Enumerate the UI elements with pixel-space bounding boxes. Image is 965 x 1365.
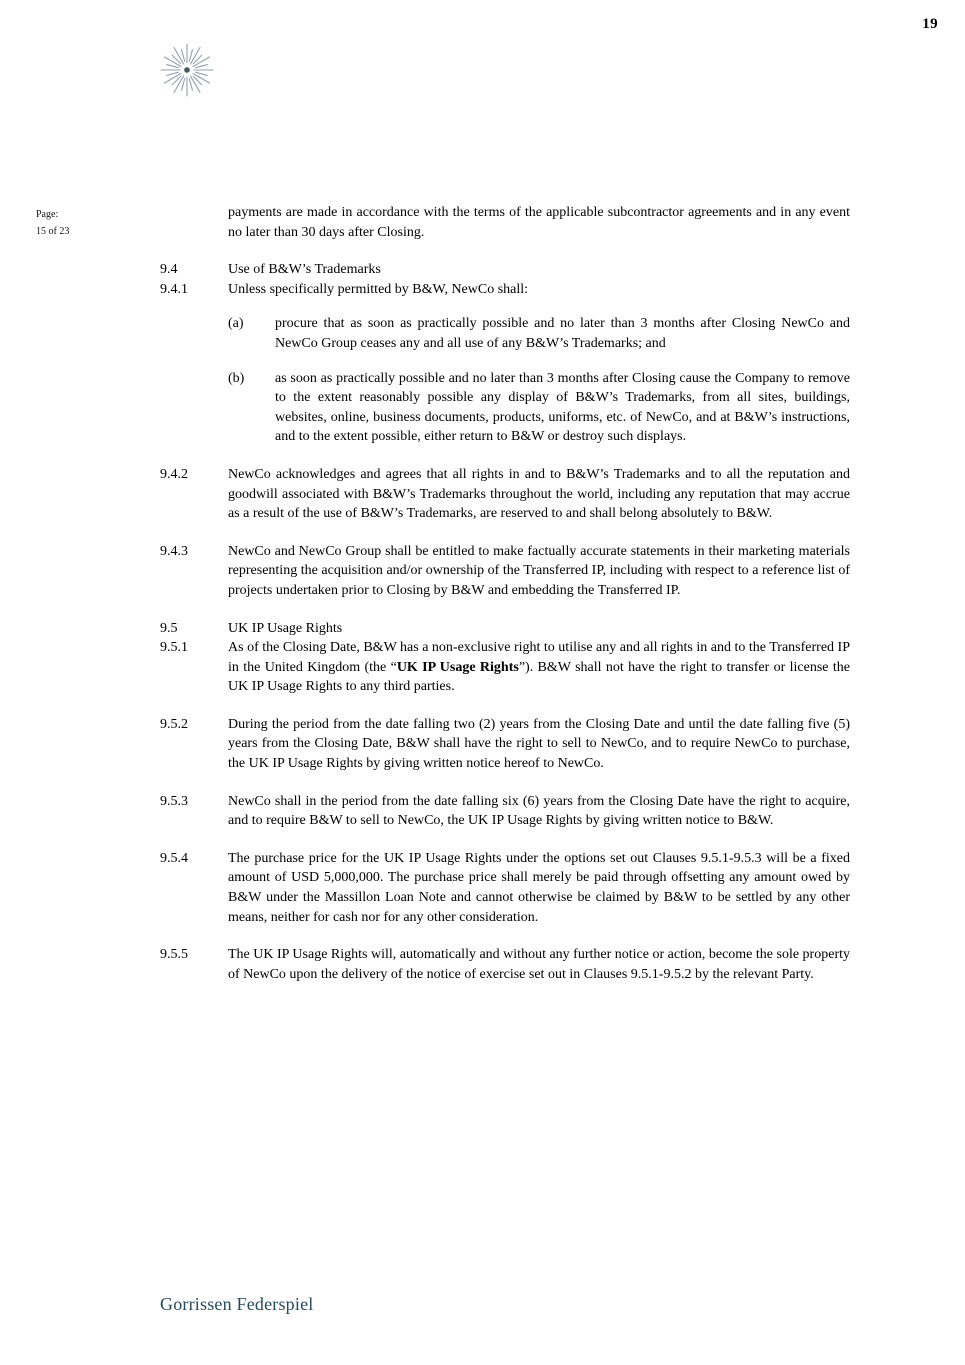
clause (160, 465, 850, 524)
clause-text: procure that as soon as practically possible and no later than 3 months after Closing NewCo and NewCo Group ceases any and all use of any B&W’s Trademarks; and (275, 316, 850, 351)
clause-text: NewCo acknowledges and agrees that all rights in and to B&W’s Trademarks and to all the reputation and goodwill associated with B&W’s Trademarks throughout the world, including any reputation that may accrue as a result of the use of B&W’s Trademarks, are reserved to and shall belong absolutely to B&W. (228, 466, 850, 522)
clause-list (160, 203, 850, 984)
clause-number: 9.5.5 (160, 947, 188, 963)
clause-text: The purchase price for the UK IP Usage Rights under the options set out Clauses 9.5.1-9.5.3 will be a fixed amount of USD 5,000,000. The purchase price shall merely be paid through offsetting any amount owed by B&W under the Massillon Loan Note and cannot otherwise be claimed by B&W to be settled by any other means, neither for cash nor for any other consideration. (228, 850, 850, 925)
clause-number: 9.5.4 (160, 850, 188, 866)
clause-text: Unless specifically permitted by B&W, NewCo shall: (228, 281, 529, 297)
margin-note (36, 206, 69, 240)
clause (160, 849, 850, 927)
clause-number: 9.5.1 (160, 640, 188, 656)
footer-wordmark: Gorrissen Federspiel (160, 1294, 314, 1314)
margin-note-label: Page: (36, 209, 59, 220)
clause (160, 945, 850, 984)
clause-number: 9.4.1 (160, 281, 188, 297)
clause-text: NewCo shall in the period from the date falling six (6) years from the Closing Date have the right to acquire, and to require B&W to sell to NewCo, the UK IP Usage Rights by giving written notice to B&W. (228, 793, 850, 829)
clause (160, 638, 850, 697)
clause-text: The UK IP Usage Rights will, automatically and without any further notice or action, become the sole property of NewCo upon the delivery of the notice of exercise set out in Clauses 9.5.1-9.5.2 by the relevant Party. (228, 947, 850, 982)
sub-clause (228, 369, 850, 447)
clause (160, 260, 850, 280)
clause-number: 9.4 (160, 262, 178, 278)
clause-number: 9.4.3 (160, 543, 188, 559)
margin-note-value: 15 of 23 (36, 226, 70, 237)
clause-text: During the period from the date falling two (2) years from the Closing Date and until the date falling five (5) years from the Closing Date, B&W shall have the right to sell to NewCo, and to require NewCo to purchase, the UK IP Usage Rights by giving written notice hereof to NewCo. (228, 716, 850, 772)
clause (160, 280, 850, 300)
clause-number: 9.5.3 (160, 793, 188, 809)
clause-text: Use of B&W’s Trademarks (228, 262, 381, 278)
clause (160, 792, 850, 831)
clause-number: 9.5.2 (160, 716, 188, 732)
clause-number: (a) (228, 316, 244, 332)
clause (160, 203, 850, 242)
company-logo (157, 40, 217, 100)
sub-clause (228, 314, 850, 353)
starburst-logo-icon (157, 87, 217, 104)
clause-text: NewCo and NewCo Group shall be entitled to make factually accurate statements in their marketing materials representing the acquisition and/or ownership of the Transferred IP, including with respect to a reference list of projects undertaken prior to Closing by B&W and embedding the Transferred IP. (228, 543, 850, 598)
clause-number: 9.4.2 (160, 466, 188, 482)
page-number: 19 (922, 16, 938, 32)
clause-number: (b) (228, 370, 245, 386)
clause (160, 619, 850, 639)
clause-text: as soon as practically possible and no later than 3 months after Closing cause the Company to remove to the extent reasonably possible any display of B&W’s Trademarks, from all sites, buildings, websites, online, business documents, products, uniforms, etc. of NewCo, and at B&W’s instructions, and to the extent possible, either return to B&W or destroy such displays. (275, 370, 850, 445)
clause-number: 9.5 (160, 620, 178, 636)
clause-text: As of the Closing Date, B&W has a non-exclusive right to utilise any and all rights in and to the Transferred IP in the United Kingdom (the “UK IP Usage Rights”). B&W shall not have the right to transfer or license the UK IP Usage Rights to any third parties. (228, 640, 850, 695)
clause-number (160, 203, 228, 242)
clause-text: UK IP Usage Rights (228, 620, 343, 636)
clause (160, 542, 850, 601)
clause (160, 715, 850, 774)
contract-body (160, 203, 850, 984)
clause-text: payments are made in accordance with the terms of the applicable subcontractor agreements and in any event no later than 30 days after Closing. (228, 205, 850, 240)
